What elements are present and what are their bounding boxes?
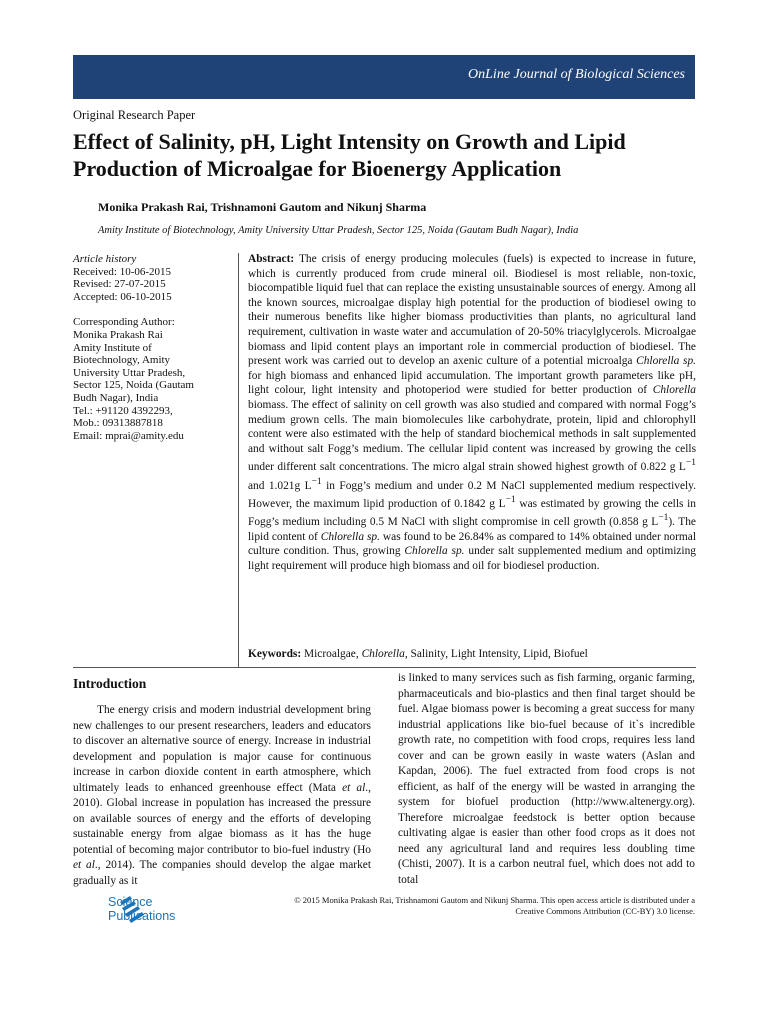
abstract-text: for high biomass and enhanced lipid accumulation. The important growth parameters like pH, light colour, light intensity and photoperiod were studied for better production of [248,369,696,397]
abstract-text: and 1.021g L [248,479,312,492]
abstract-superscript: −1 [685,458,696,469]
abstract-species: Chlorella sp. [320,530,380,543]
paper-title: Effect of Salinity, pH, Light Intensity on Growth and Lipid Production of Microalgae for Bioenergy Application [73,129,626,181]
intro-text: The energy crisis and modern industrial development bring new challenges to our present researchers, leaders and educators to discover an alternative source of energy. Increase in industrial development and population is major cause for continuous increase in carbon dioxide content in earth atmosphere, which ultimately leads to enhanced greenhouse effect (Mata [73,704,371,794]
introduction-column-2: is linked to many services such as fish farming, organic farming, pharmaceuticals and bio-plastics and then final target should be fuel. Algae biomass power is becoming a great success for many industrial applications like bio-fuel because of it`s incredible growth rate, no competition with food crops, requires less land cover and can be grown easily in waste waters (Aslan and Kapdan, 2006). The fuel extracted from food crops is not efficient, as half of the energy will be wasted in arranging the system for biofuel production (http://www.altenergy.org). Therefore microalgae feedstock is better option because cultivating algae is easier than other food crops as it does not need any agricultural land and requires less doubling time (Chisti, 2007). It is a carbon neutral fuel, which does not add to total [398,672,695,886]
intro-text: ., 2014). The companies should develop the algae market gradually as it [73,859,371,887]
introduction-heading: Introduction [73,676,147,691]
copyright-notice [220,895,695,917]
corresponding-author-label: Corresponding Author: [73,316,175,329]
email[interactable]: Email: mprai@amity.edu [73,429,184,442]
received-date: Received: 10-06-2015 [73,265,172,278]
authors: Monika Prakash Rai, Trishnamoni Gautom and Nikunj Sharma [98,200,427,214]
accepted-date: Accepted: 06-10-2015 [73,290,172,303]
abstract-text: was found to be 26.84% as compared to 14% obtained under normal culture condition. Thus, growing [248,530,696,558]
logo-line-1: Science [108,895,153,909]
abstract-species: Chlorella sp. [404,545,465,558]
corresponding-author-institute: Budh Nagar), India [73,391,159,404]
abstract-label: Abstract: [248,253,295,265]
intro-etal: et al [73,859,95,871]
corresponding-author-institute: Amity Institute of [73,341,152,354]
keywords-text: , Salinity, Light Intensity, Lipid, Biofuel [404,648,588,660]
affiliation: Amity Institute of Biotechnology, Amity University Uttar Pradesh, Sector 125, Noida (Gautam Budh Nagar), India [98,225,579,236]
introduction-column-1 [73,703,371,889]
logo-line-2: Publications [108,909,176,923]
section-divider [73,667,696,668]
copyright-line-2[interactable]: Creative Commons Attribution (CC-BY) 3.0 license. [515,906,695,916]
journal-banner [73,55,695,99]
telephone: Tel.: +91120 4392293, [73,404,173,417]
abstract-text: was estimated by growing the cells in Fogg’s medium including 0.5 M NaCl with slight compromise in cell growth (0.858 g L [248,497,696,529]
mobile: Mob.: 09313887818 [73,417,163,430]
abstract-superscript: −1 [311,476,322,487]
copyright-line-1: © 2015 Monika Prakash Rai, Trishnamoni Gautom and Nikunj Sharma. This open access article is distributed under a [294,895,695,905]
intro-etal: et al [342,781,366,794]
intro-text: ., 2010). Global increase in population has increased the pressure on available sources of energy and the efforts of developing sustainable energy from algae biomass as it has the huge potential of becoming major contributor to bio-fuel industry (Ho [73,781,371,856]
article-info-sidebar [73,253,233,442]
corresponding-author-institute: University Uttar Pradesh, [73,366,186,379]
abstract-superscript: −1 [505,495,516,506]
abstract-text: biomass. The effect of salinity on cell growth was also studied and compared with normal Fogg’s medium grown cells. The main biomolecules like carbohydrate, protein, lipid and chlorophyll content were also estimated with the help of standard biochemical methods in salt supplemented and without salt Fogg’s medium. The cellular lipid content was increased by growing the cells under different salt concentrations. The micro algal strain showed highest growth of 0.822 g L [248,398,696,474]
corresponding-author-institute: Sector 125, Noida (Gautam [73,379,194,392]
abstract-species: Chlorella sp. [636,355,696,368]
abstract [248,252,696,574]
publisher-logo-text [108,895,175,923]
keywords-species: Chlorella [361,648,405,660]
abstract-text: under salt supplemented medium and optimizing light requirement will produce high biomass and oil for biodiesel production. [248,545,696,573]
revised-date: Revised: 27-07-2015 [73,278,166,291]
paper-type: Original Research Paper [73,108,196,122]
abstract-text: in Fogg’s medium and under 0.2 M NaCl supplemented medium respectively. However, the maximum lipid production of 0.1842 g L [248,479,696,510]
abstract-superscript: −1 [658,513,669,524]
keywords [248,648,588,660]
keywords-text: Microalgae, [301,648,362,660]
article-history-label: Article history [73,253,137,265]
column-divider [238,253,239,668]
journal-name[interactable]: OnLine Journal of Biological Sciences [468,67,685,82]
corresponding-author-institute: Biotechnology, Amity [73,354,171,367]
abstract-text: The crisis of energy producing molecules (fuels) is expected to increase in future, which is currently produced from crude mineral oil. Biodiesel is most reliable, non-toxic, biocompatible liquid fuel that can replace the existing unsustainable sources of energy. Among all the known sources, microalgae display high potential for the production of biodiesel owing to their numerous benefits like higher biomass productivities than plants, no agricultural land requirement, cultivation in waste water and accumulation of 20-50% triacylglycerols. Microalgae biomass and lipid content plays an important role in commercial production of biodiesel. The present work was carried out to develop an axenic culture of a potential microalga [248,253,696,368]
corresponding-author-name: Monika Prakash Rai [73,328,163,341]
keywords-label: Keywords: [248,648,302,660]
abstract-text: ). The lipid content of [248,516,696,543]
abstract-species: Chlorella [652,384,696,397]
